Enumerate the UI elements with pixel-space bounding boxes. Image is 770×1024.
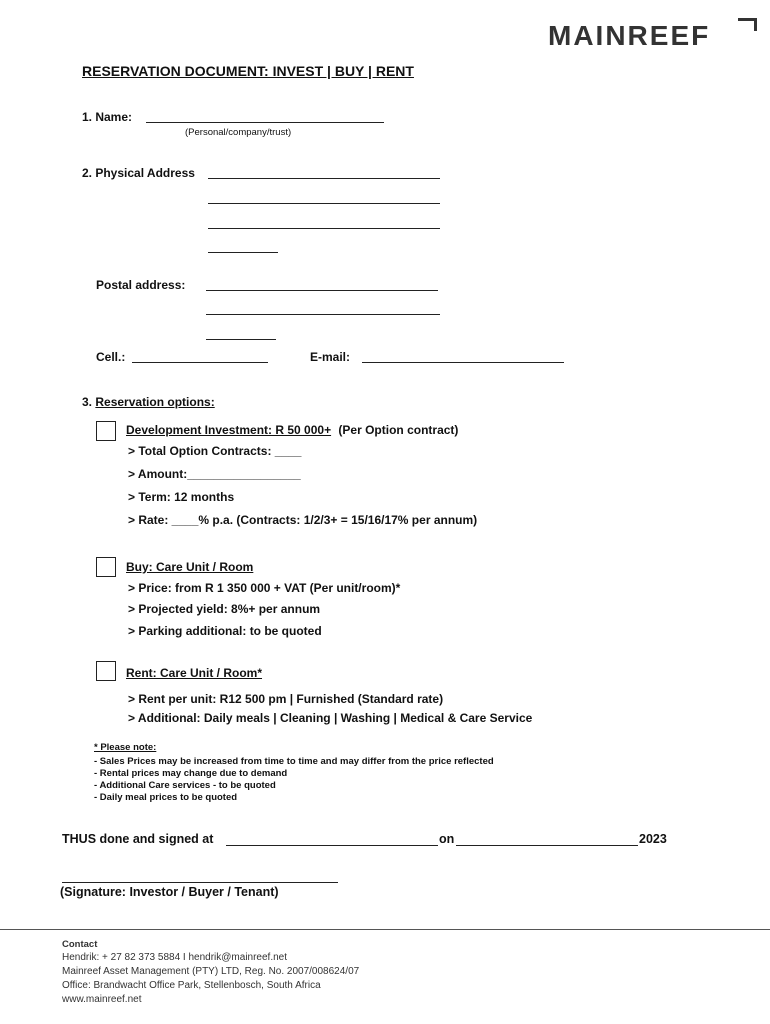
invest-line: > Total Option Contracts: ____ xyxy=(128,444,302,458)
footer-line: Office: Brandwacht Office Park, Stellenbosch, South Africa xyxy=(62,980,321,991)
physical-address-line-1[interactable] xyxy=(208,178,440,179)
email-field[interactable] xyxy=(362,362,564,363)
physical-address-label: 2. Physical Address xyxy=(82,166,195,180)
note-item: - Daily meal prices to be quoted xyxy=(94,792,238,803)
invest-line: > Rate: ____% p.a. (Contracts: 1/2/3+ = 15/16/17% per annum) xyxy=(128,513,478,527)
thus-done-label: THUS done and signed at xyxy=(62,832,214,846)
name-field[interactable] xyxy=(146,122,384,123)
options-heading-number: 3. xyxy=(82,395,93,409)
footer-divider xyxy=(0,929,770,930)
note-heading: * Please note: xyxy=(94,742,157,753)
buy-title: Buy: Care Unit / Room xyxy=(126,560,254,574)
footer-line: Hendrik: + 27 82 373 5884 I hendrik@mainreef.net xyxy=(62,952,288,963)
document-title: RESERVATION DOCUMENT: INVEST | BUY | RENT xyxy=(82,63,414,79)
signed-on-field[interactable] xyxy=(456,845,638,846)
buy-line: > Projected yield: 8%+ per annum xyxy=(128,602,321,616)
year-label: 2023 xyxy=(639,832,667,846)
rent-title: Rent: Care Unit / Room* xyxy=(126,666,263,680)
invest-line: > Amount:_________________ xyxy=(128,467,301,481)
signed-at-field[interactable] xyxy=(226,845,438,846)
postal-address-label: Postal address: xyxy=(96,278,186,292)
cell-label: Cell.: xyxy=(96,350,126,364)
note-item: - Sales Prices may be increased from time to time and may differ from the price reflected xyxy=(94,756,494,767)
name-label: 1. Name: xyxy=(82,110,133,124)
options-heading xyxy=(82,395,215,409)
invest-option-title xyxy=(126,423,458,437)
name-hint: (Personal/company/trust) xyxy=(185,127,292,138)
buy-line: > Price: from R 1 350 000 + VAT (Per unit/room)* xyxy=(128,581,401,595)
physical-address-code[interactable] xyxy=(208,252,278,253)
mainreef-logo: MAINREEF xyxy=(548,20,711,51)
invest-suffix: (Per Option contract) xyxy=(338,423,459,437)
postal-address-line-1[interactable] xyxy=(206,290,438,291)
physical-address-line-2[interactable] xyxy=(208,203,440,204)
invest-line: > Term: 12 months xyxy=(128,490,235,504)
postal-address-line-2[interactable] xyxy=(206,314,440,315)
footer-website-link[interactable]: www.mainreef.net xyxy=(62,994,142,1005)
physical-address-line-3[interactable] xyxy=(208,228,440,229)
rent-line: > Rent per unit: R12 500 pm | Furnished (Standard rate) xyxy=(128,692,444,706)
buy-checkbox[interactable] xyxy=(96,557,116,577)
footer-line: Mainreef Asset Management (PTY) LTD, Reg. No. 2007/008624/07 xyxy=(62,966,360,977)
note-item: - Additional Care services - to be quoted xyxy=(94,780,276,791)
buy-line: > Parking additional: to be quoted xyxy=(128,624,322,638)
email-label: E-mail: xyxy=(310,350,351,364)
signature-caption: (Signature: Investor / Buyer / Tenant) xyxy=(60,885,279,899)
footer-heading: Contact xyxy=(62,939,98,950)
logo-corner-mark xyxy=(738,18,757,31)
postal-address-code[interactable] xyxy=(206,339,276,340)
on-label: on xyxy=(439,832,455,846)
invest-checkbox[interactable] xyxy=(96,421,116,441)
rent-line: > Additional: Daily meals | Cleaning | Washing | Medical & Care Service xyxy=(128,711,533,725)
rent-checkbox[interactable] xyxy=(96,661,116,681)
note-item: - Rental prices may change due to demand xyxy=(94,768,288,779)
invest-title: Development Investment: R 50 000+ xyxy=(126,423,332,437)
options-heading-text: Reservation options: xyxy=(95,395,215,409)
cell-field[interactable] xyxy=(132,362,268,363)
signature-line[interactable] xyxy=(62,882,338,883)
